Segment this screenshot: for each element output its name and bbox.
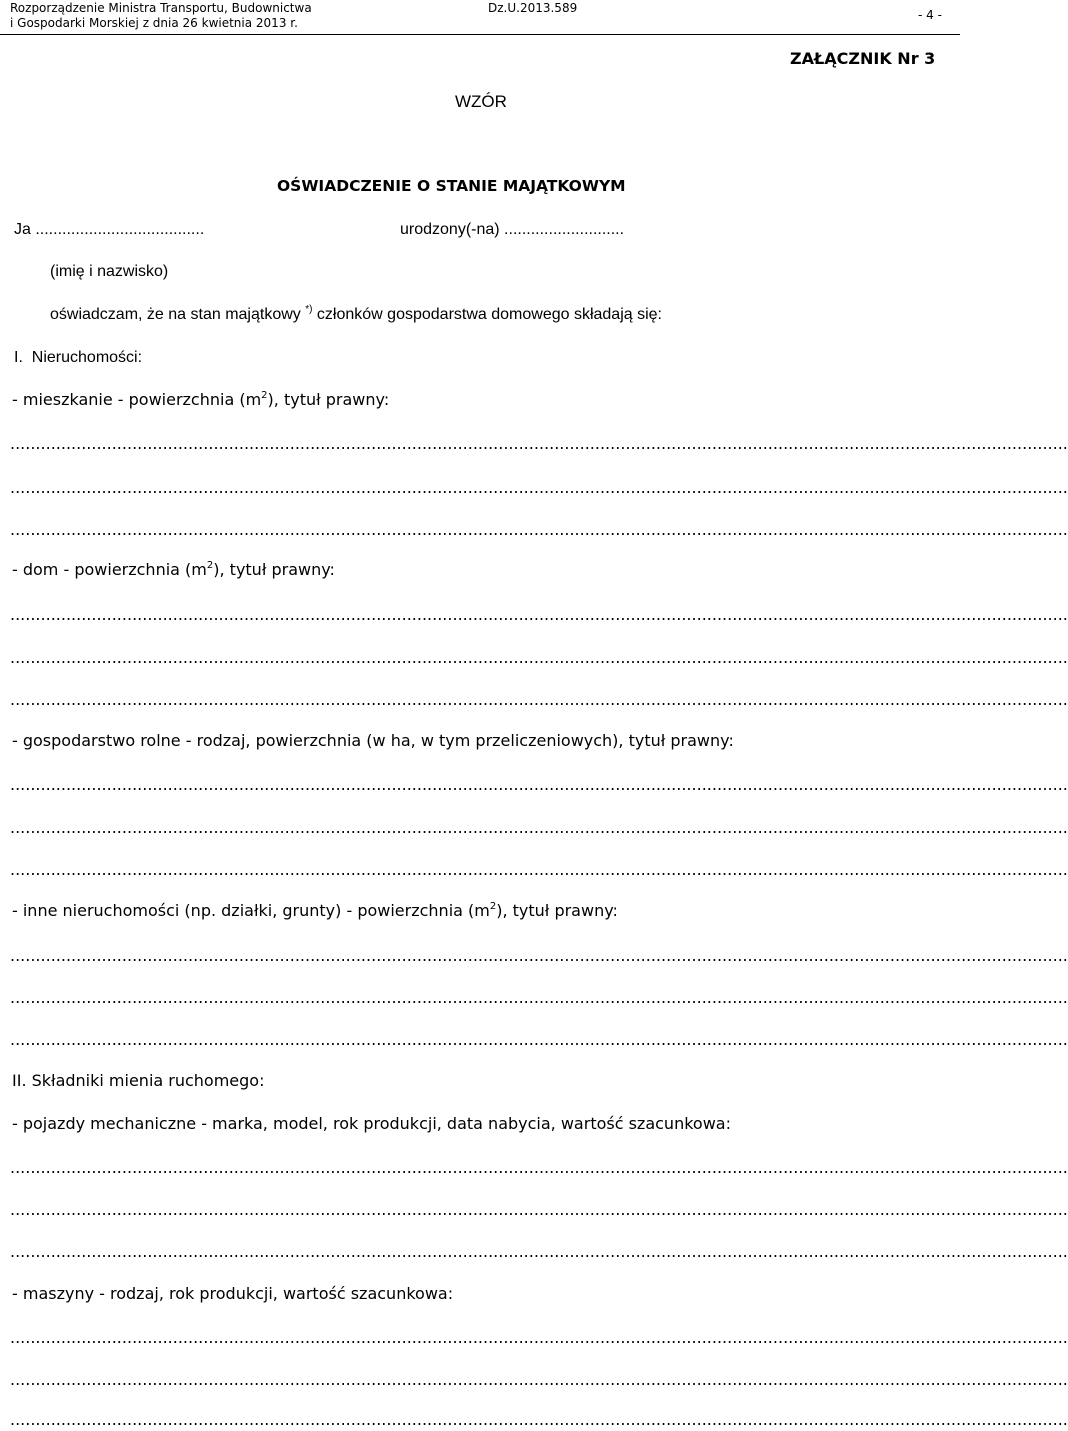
answer-line-flat-2: ................................................................................................................................................................................................................ [10, 478, 1068, 497]
declarant-name-line: Ja ...................................... [14, 221, 205, 238]
flat-label-pre: - mieszkanie - powierzchnia (m [12, 390, 262, 409]
form-title: OŚWIADCZENIE O STANIE MAJĄTKOWYM [277, 177, 626, 195]
section-1-heading [14, 348, 142, 368]
answer-line-house-3: ................................................................................................................................................................................................................ [10, 690, 1068, 709]
answer-line-farm-2: ................................................................................................................................................................................................................ [10, 818, 1068, 837]
answer-line-machines-2: ................................................................................................................................................................................................................ [10, 1370, 1068, 1389]
house-label [12, 560, 335, 580]
sup-2: 2 [261, 390, 268, 401]
other-property-label [12, 901, 618, 921]
answer-line-machines-3: ................................................................................................................................................................................................................ [10, 1410, 1068, 1429]
answer-line-vehicles-1: ................................................................................................................................................................................................................ [10, 1158, 1068, 1177]
page-number: - 4 - [918, 8, 942, 22]
other-label-post: ), tytuł prawny: [496, 901, 618, 920]
answer-line-vehicles-2: ................................................................................................................................................................................................................ [10, 1200, 1068, 1219]
act-title: Rozporządzenie Ministra Transportu, Budownictwa i Gospodarki Morskiej z dnia 26 kwietnia 2013 r. [10, 1, 312, 30]
answer-line-flat-1: ................................................................................................................................................................................................................ [10, 434, 1068, 453]
page-header [0, 0, 960, 35]
vehicles-label: - pojazdy mechaniczne - marka, model, rok produkcji, data nabycia, wartość szacunkowa: [12, 1114, 731, 1133]
answer-line-flat-3: ................................................................................................................................................................................................................ [10, 520, 1068, 539]
farm-label: - gospodarstwo rolne - rodzaj, powierzchnia (w ha, w tym przeliczeniowych), tytuł prawny: [12, 731, 734, 750]
flat-label-post: ), tytuł prawny: [267, 390, 390, 409]
born-line: urodzony(-na) ........................... [400, 221, 625, 238]
house-label-post: ), tytuł prawny: [213, 560, 335, 579]
name-hint: (imię i nazwisko) [50, 263, 169, 280]
answer-line-machines-1: ................................................................................................................................................................................................................ [10, 1328, 1068, 1347]
declaration-pre: oświadczam, że na stan majątkowy [50, 306, 301, 323]
annex-label: ZAŁĄCZNIK Nr 3 [790, 49, 936, 68]
template-label: WZÓR [455, 92, 507, 111]
answer-line-farm-1: ................................................................................................................................................................................................................ [10, 775, 1068, 794]
declaration-post: członków gospodarstwa domowego składają się: [316, 306, 662, 323]
section-2-heading: II. Składniki mienia ruchomego: [12, 1071, 265, 1090]
answer-line-other-1: ................................................................................................................................................................................................................ [10, 946, 1068, 965]
machines-label: - maszyny - rodzaj, rok produkcji, wartość szacunkowa: [12, 1284, 454, 1303]
flat-label [12, 390, 389, 410]
other-label-pre: - inne nieruchomości (np. działki, grunty) - powierzchnia (m [12, 901, 490, 920]
section-1-title: Nieruchomości: [31, 349, 143, 366]
answer-line-house-1: ................................................................................................................................................................................................................ [10, 605, 1068, 624]
sup-2: 2 [206, 560, 214, 571]
answer-line-other-2: ................................................................................................................................................................................................................ [10, 988, 1068, 1007]
house-label-pre: - dom - powierzchnia (m [12, 560, 207, 579]
answer-line-house-2: ................................................................................................................................................................................................................ [10, 648, 1068, 667]
document-reference: Dz.U.2013.589 [488, 1, 578, 15]
declaration-line [50, 305, 662, 325]
answer-line-farm-3: ................................................................................................................................................................................................................ [10, 860, 1068, 879]
answer-line-vehicles-3: ................................................................................................................................................................................................................ [10, 1242, 1068, 1261]
sup-2: 2 [489, 901, 497, 912]
answer-line-other-3: ................................................................................................................................................................................................................ [10, 1030, 1068, 1049]
footnote-marker: *) [305, 304, 313, 315]
section-1-number: I. [14, 349, 23, 366]
